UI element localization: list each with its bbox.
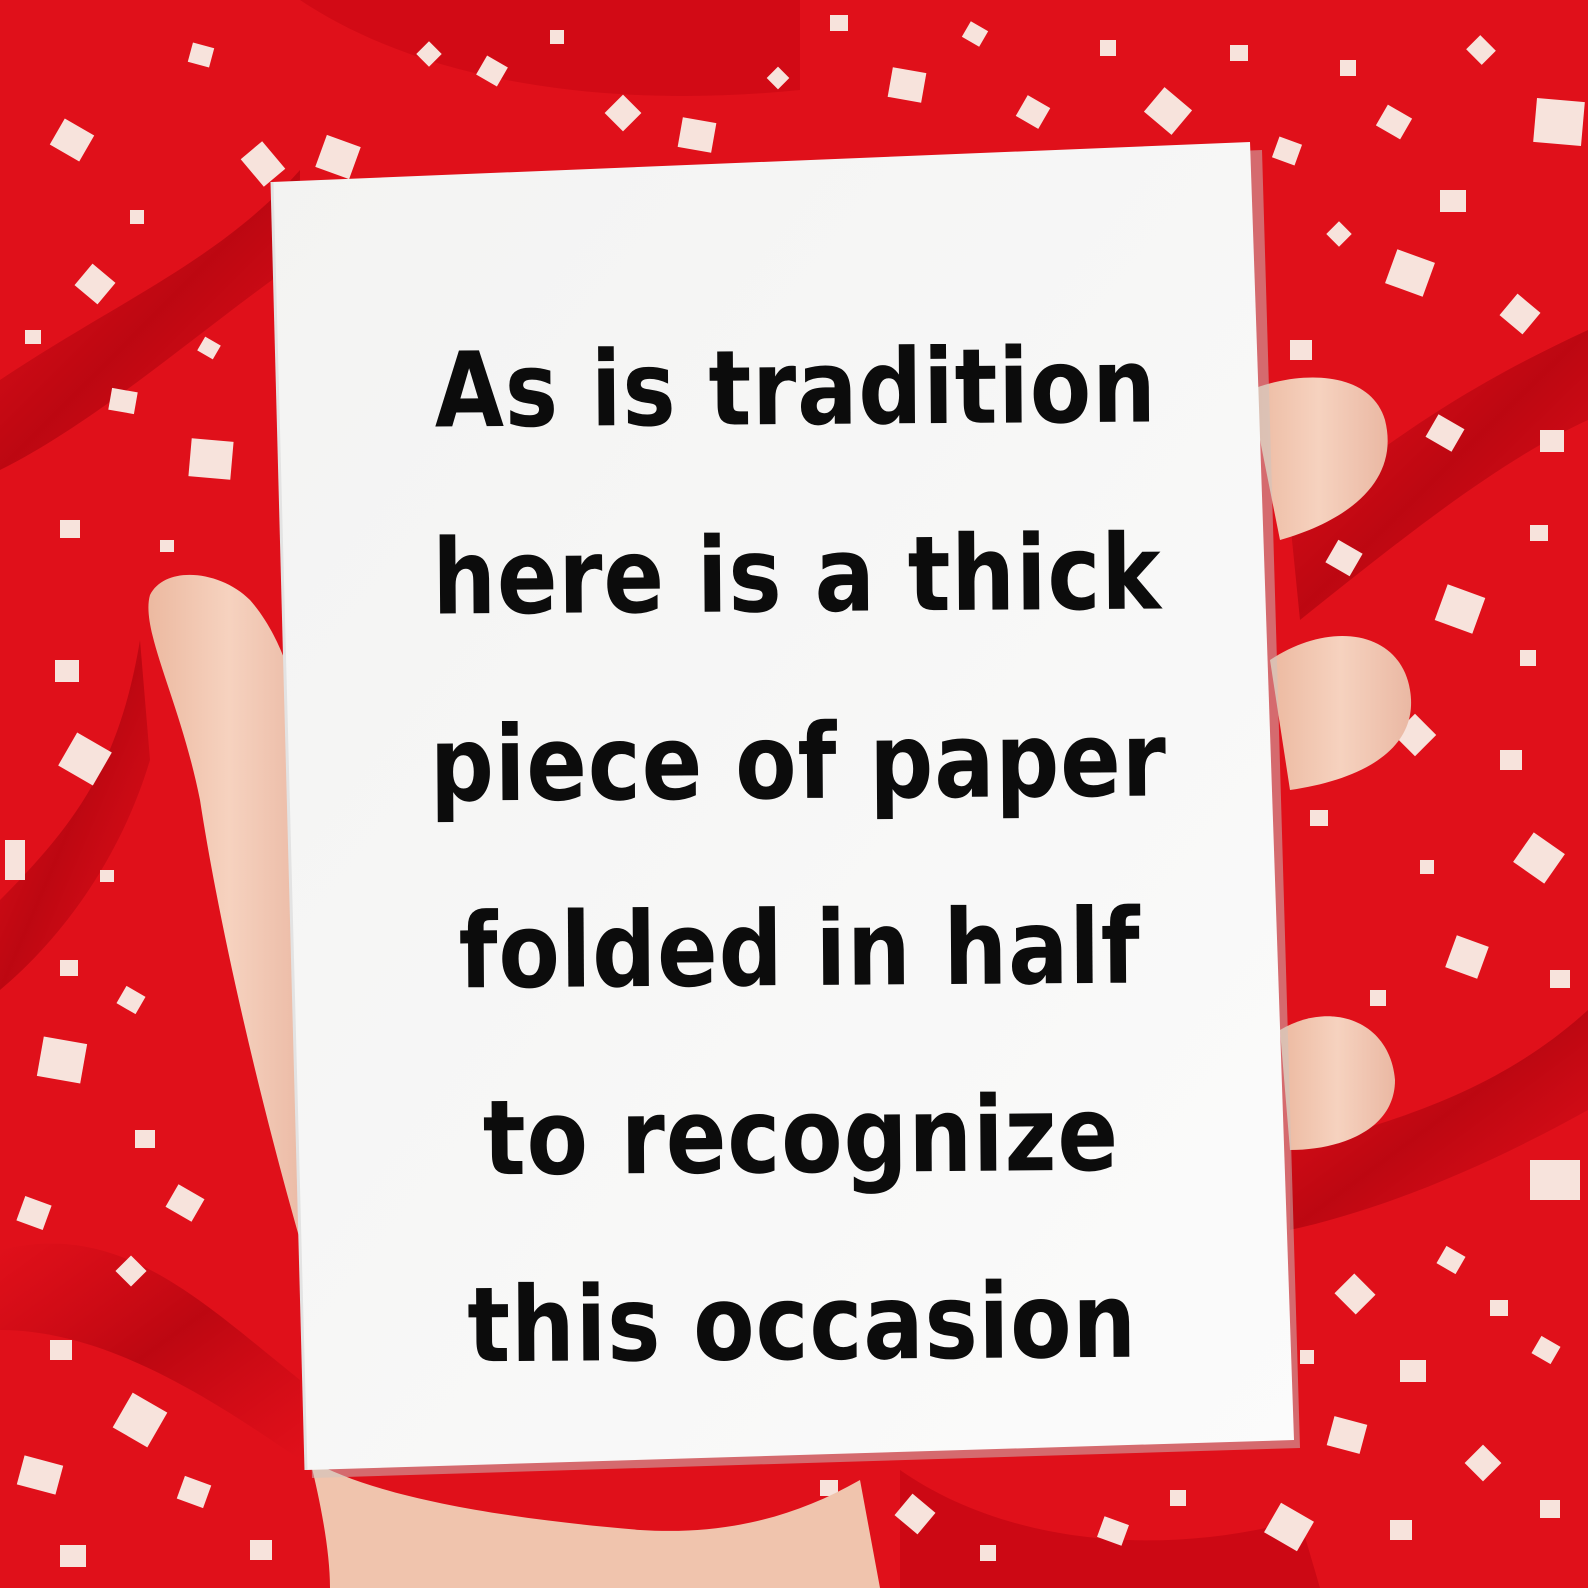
card-line-3: piece of paper <box>429 698 1168 826</box>
card-line-4: folded in half <box>458 885 1141 1013</box>
card-line-5: to recognize <box>482 1072 1120 1200</box>
card-line-1: As is tradition <box>434 324 1158 452</box>
card-message <box>300 292 1298 1421</box>
card-line-2: here is a thick <box>431 511 1162 639</box>
card-line-6: this occasion <box>467 1259 1138 1387</box>
